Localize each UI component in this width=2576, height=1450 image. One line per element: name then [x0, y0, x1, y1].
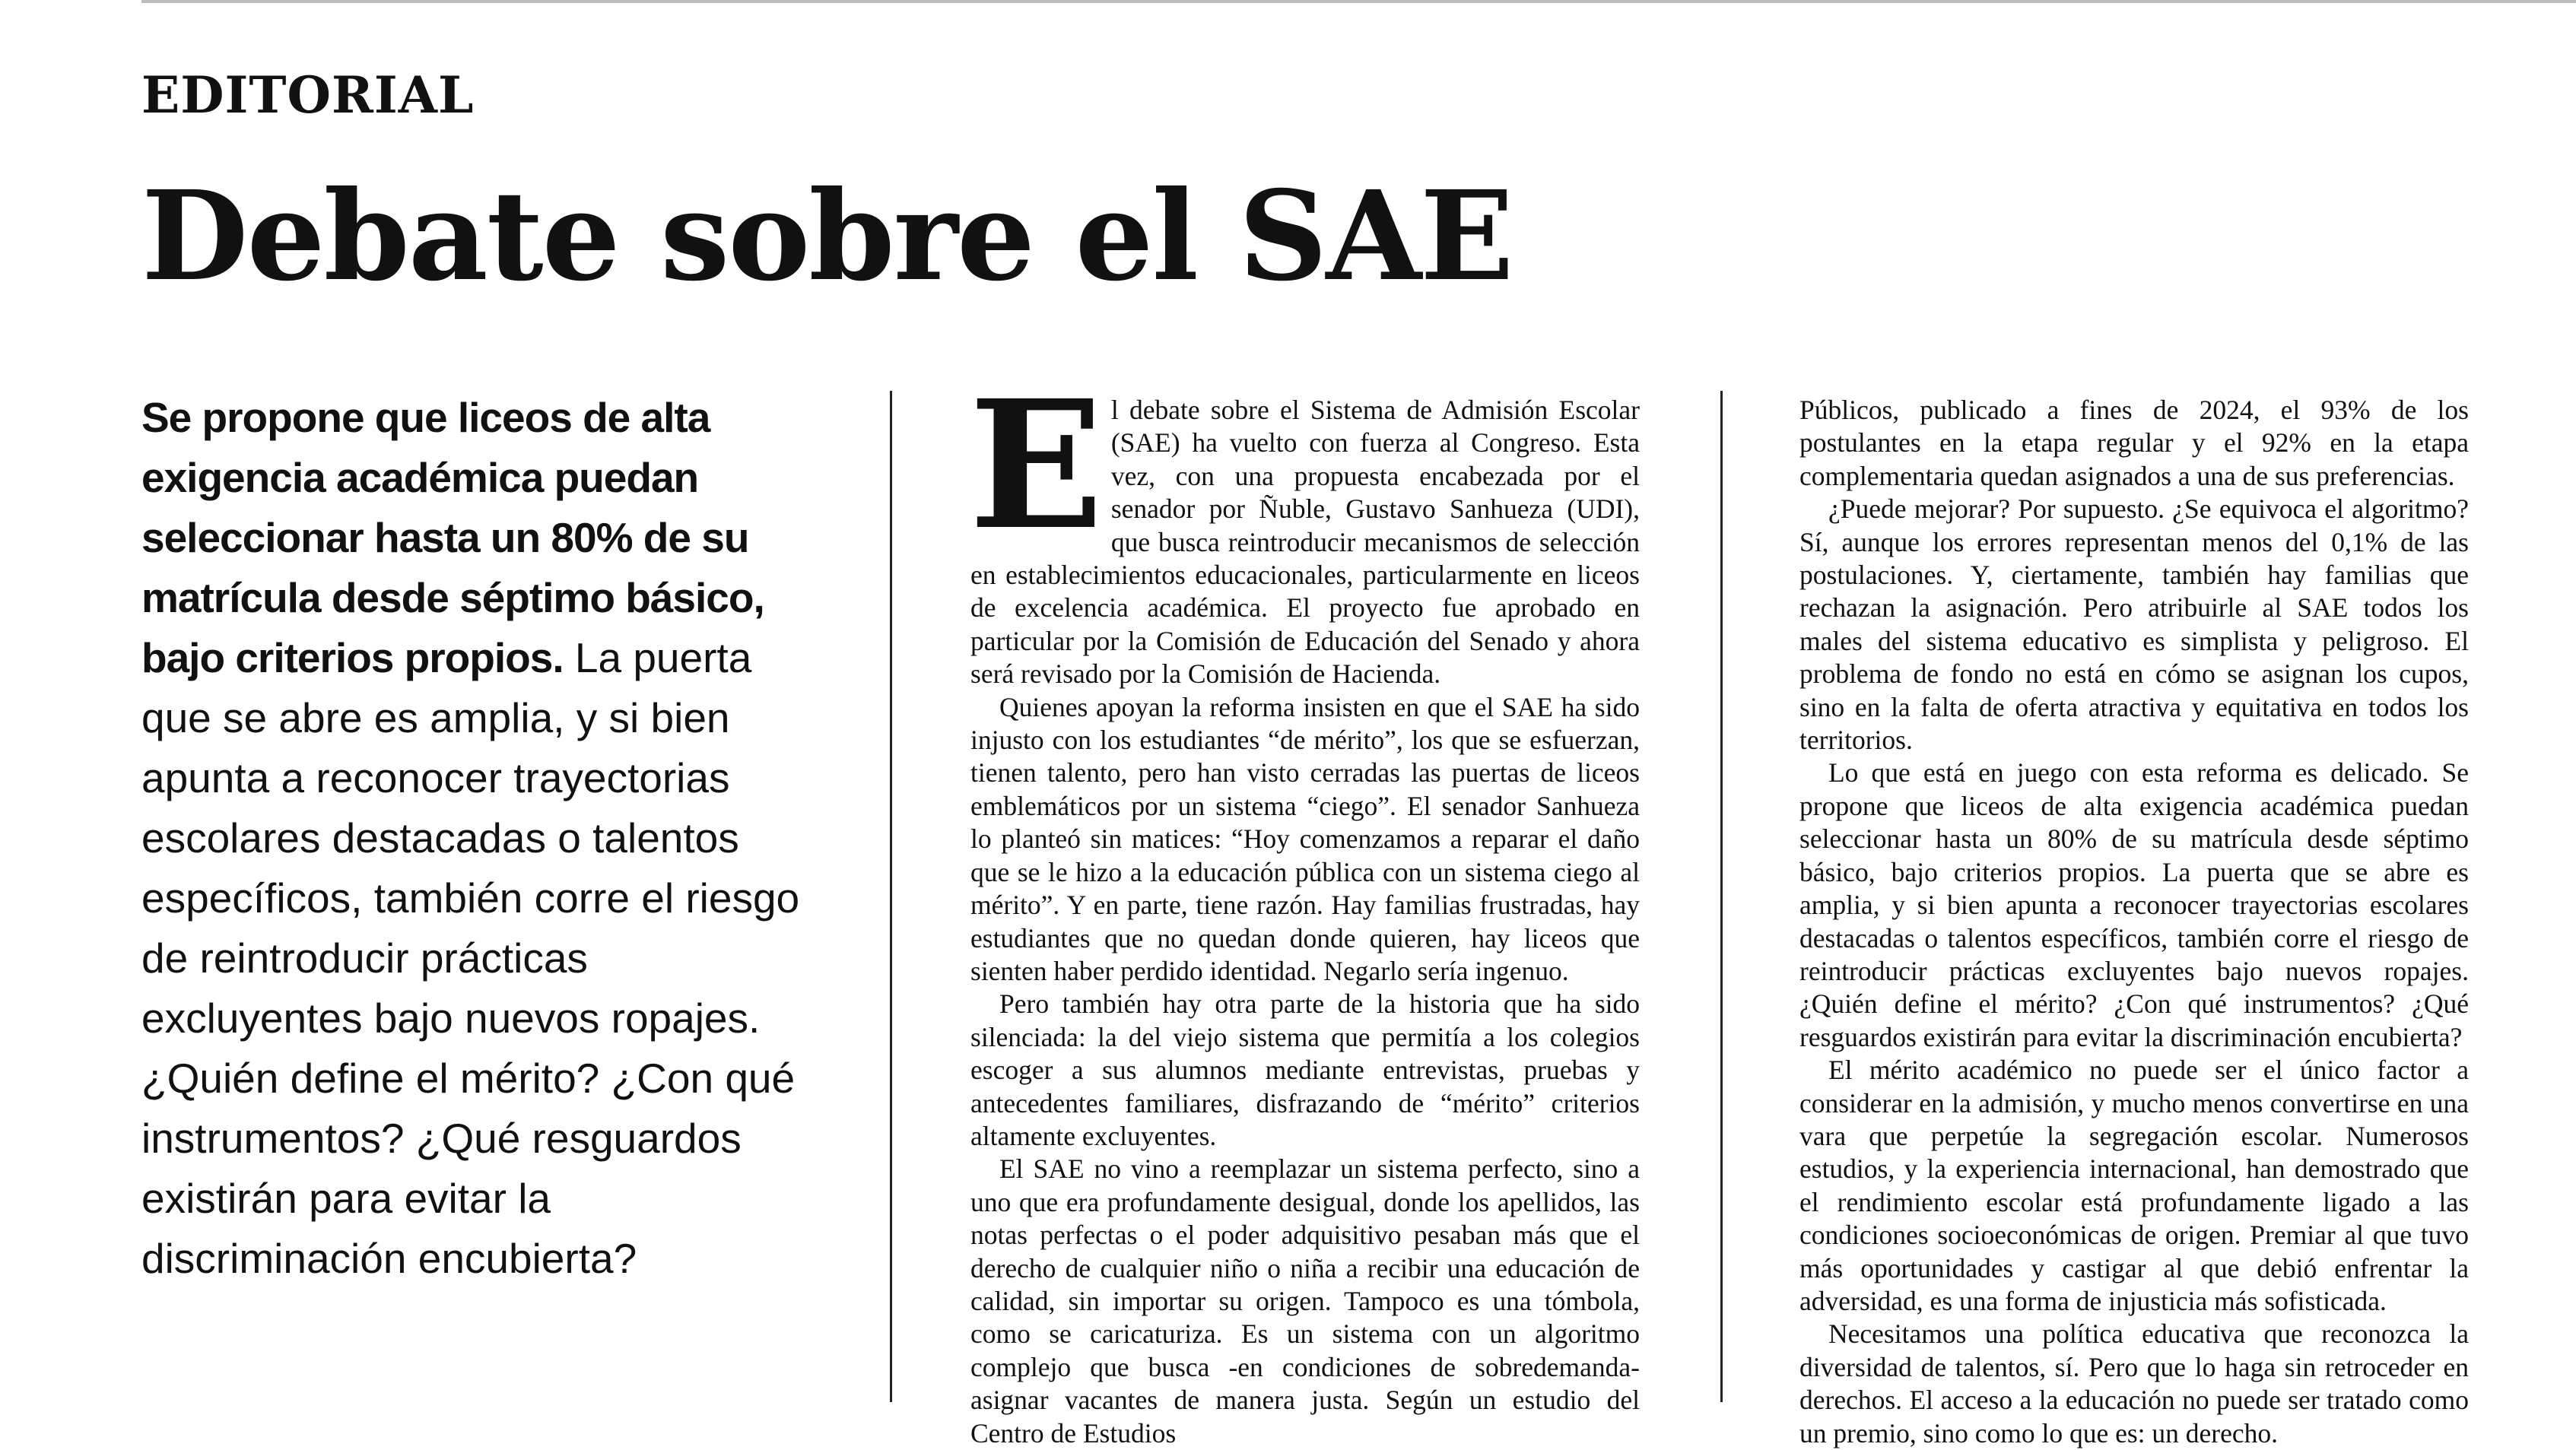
lede-bold: Se propone que liceos de alta exigencia académica puedan seleccionar hasta un 80% de su matrícula desde séptimo básico, bajo criterios propios. [141, 394, 764, 681]
body-paragraph: ¿Puede mejorar? Por supuesto. ¿Se equivoca el algoritmo? Sí, aunque los errores representan menos del 0,1% de las postulaciones. Y, ciertamente, también hay familias que rechazan la asignación. Pero atribuirle al SAE todos los males del sistema educativo es simplista y peligroso. El problema de fondo no está en cómo se asignan los cupos, sino en la falta de oferta atractiva y equitativa en todos los territorios. [1799, 493, 2469, 756]
lede [141, 388, 803, 1289]
page-title: Debate sobre el SAE [141, 164, 1513, 309]
body-column-2 [1799, 394, 2469, 1450]
lede-regular: La puerta que se abre es amplia, y si bien apunta a reconocer trayectorias escolares destacadas o talentos específicos, también corre el riesgo de reintroducir prácticas excluyentes bajo nuevos ropajes. ¿Quién define el mérito? ¿Con qué instrumentos? ¿Qué resguardos existirán para evitar la discriminación encubierta? [141, 634, 800, 1282]
column-divider [1720, 391, 1723, 1402]
drop-cap: E [969, 361, 1104, 569]
column-divider [890, 391, 892, 1402]
body-paragraph: Públicos, publicado a fines de 2024, el 93% de los postulantes en la etapa regular y el 92% en la etapa complementaria quedan asignados a una de sus preferencias. [1799, 395, 2469, 491]
body-paragraph: El SAE no vino a reemplazar un sistema perfecto, sino a uno que era profundamente desigual, donde los apellidos, las notas perfectas o el poder adquisitivo pesaban más que el derecho de cualquier niño o niña a recibir una educación de calidad, sin importar su origen. Tampoco es una tómbola, como se caricaturiza. Es un sistema con un algoritmo complejo que busca -en condiciones de sobredemanda- asignar vacantes de manera justa. Según un estudio del Centro de Estudios [970, 1153, 1640, 1448]
body-paragraph: Pero también hay otra parte de la historia que ha sido silenciada: la del viejo sistema que permitía a los colegios escoger a sus alumnos mediante entrevistas, pruebas y antecedentes familiares, disfrazando de “mérito” criterios altamente excluyentes. [970, 988, 1640, 1151]
section-label: EDITORIAL [141, 65, 475, 125]
body-paragraph [969, 361, 1640, 691]
top-rule [141, 0, 2576, 3]
body-paragraph: Quienes apoyan la reforma insisten en que el SAE ha sido injusto con los estudiantes “de mérito”, los que se esfuerzan, tienen talento, pero han visto cerradas las puertas de liceos emblemáticos por un sistema “ciego”. El senador Sanhueza lo planteó sin matices: “Hoy comenzamos a reparar el daño que se le hizo a la educación pública con un sistema ciego al mérito”. Y en parte, tiene razón. Hay familias frustradas, hay estudiantes que no quedan donde quieren, hay liceos que sienten haber perdido identidad. Negarlo sería ingenuo. [970, 691, 1640, 986]
paragraph-text: l debate sobre el Sistema de Admisión Escolar (SAE) ha vuelto con fuerza al Congreso. Esta vez, con una propuesta encabezada por el senador por Ñuble, Gustavo Sanhueza (UDI), que busca reintroducir mecanismos de selección en establecimientos educacionales, particularmente en liceos de excelencia académica. El proyecto fue aprobado en particular por la Comisión de Educación del Senado y ahora será revisado por la Comisión de Hacienda. [970, 395, 1640, 690]
body-paragraph: Necesitamos una política educativa que reconozca la diversidad de talentos, sí. Pero que lo haga sin retroceder en derechos. El acceso a la educación no puede ser tratado como un premio, sino como lo que es: un derecho. [1799, 1318, 2469, 1448]
body-paragraph: Lo que está en juego con esta reforma es delicado. Se propone que liceos de alta exigencia académica puedan seleccionar hasta un 80% de su matrícula desde séptimo básico, bajo criterios propios. La puerta que se abre es amplia, y si bien apunta a reconocer trayectorias escolares destacadas o talentos específicos, también corre el riesgo de reintroducir prácticas excluyentes bajo nuevos ropajes. ¿Quién define el mérito? ¿Con qué instrumentos? ¿Qué resguardos existirán para evitar la discriminación encubierta? [1799, 757, 2469, 1052]
body-column-1 [969, 361, 1640, 1450]
body-paragraph: El mérito académico no puede ser el único factor a considerar en la admisión, y mucho menos convertirse en una vara que perpetúe la segregación escolar. Numerosos estudios, y la experiencia internacional, han demostrado que el rendimiento escolar está profundamente ligado a las condiciones socioeconómicas de origen. Premiar al que tuvo más oportunidades y castigar al que debió enfrentar la adversidad, es una forma de injusticia más sofisticada. [1799, 1055, 2469, 1316]
